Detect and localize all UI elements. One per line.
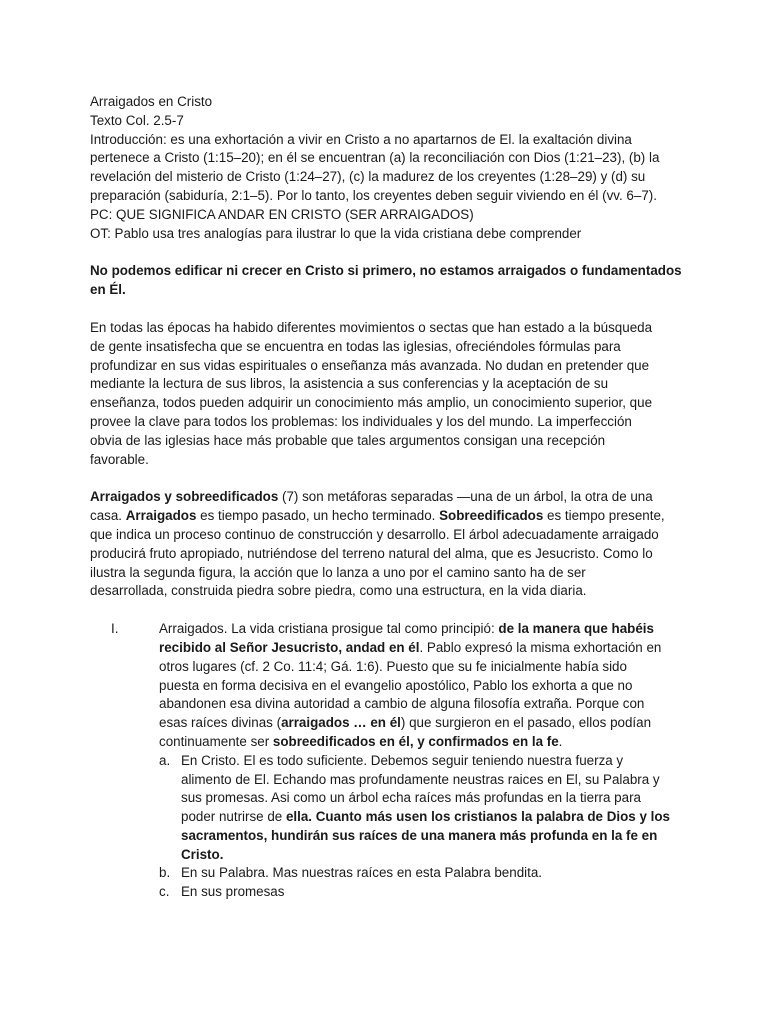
paragraph-line: ilustra la segunda figura, la acción que lo lanza a uno por el camino santo ha de ser xyxy=(90,564,586,580)
sub-letter: b. xyxy=(159,865,171,881)
sub-line: En sus promesas xyxy=(181,884,285,900)
section-line: otros lugares (cf. 2 Co. 11:4; Gá. 1:6). Puesto que su fe inicialmente había sido xyxy=(159,658,627,674)
section-numeral: I. xyxy=(111,621,119,637)
paragraph-metaphors: Arraigados y sobreedificados (7) son metáforas separadas —una de un árbol, la otra de una casa. Arraigados es tiempo pasado, un hecho terminado. Sobreedificados es tiempo presente, que indica un proceso continuo de construcción y desarrollo. El árbol adecuadamente arraigado producirá fruto apropiado, nutriéndose del terreno natural del alma, que es Jesucristo. Como lo ilustra la segunda figura, la acción que lo lanza a uno por el camino santo ha de ser desarrollada, construida piedra sobre piedra, como una estructura, en la vida diaria. xyxy=(90,488,680,601)
paragraph-line: provee la clave para todos los problemas: los individuales y los del mundo. La imperfección xyxy=(90,413,632,429)
sub-item-a: a. En Cristo. El es todo suficiente. Debemos seguir teniendo nuestra fuerza y alimento de El. Echando mas profundamente neustras raices en El, su Palabra y sus promesas. Asi como un árbol echa raíces más profundas en la tierra para poder nutrirse de ella. Cuanto más usen los cristianos la palabra de Dios y los sacramentos, hundirán sus raíces de una manera más profunda en la fe en Cristo. xyxy=(159,752,680,865)
scripture-reference: Texto Col. 2.5-7 xyxy=(90,112,184,128)
pc-line: PC: QUE SIGNIFICA ANDAR EN CRISTO (SER ARRAIGADOS) xyxy=(90,206,474,222)
sub-letter: a. xyxy=(159,752,171,768)
paragraph-line: profundizar en sus vidas espirituales o enseñanza más avanzada. No dudan en pretender que xyxy=(90,357,650,373)
paragraph-sects xyxy=(90,319,680,469)
paragraph-line: En todas las épocas ha habido diferentes movimientos o sectas que han estado a la búsqueda xyxy=(90,319,653,335)
section-line: puesta en forma decisiva en el evangelio apostólico, Pablo los exhorta a que no xyxy=(159,677,633,693)
sub-line: alimento de El. Echando mas profundamente neustras raices en El, su Palabra y xyxy=(181,771,660,787)
paragraph-line: de gente insatisfecha que se encuentra en todas las iglesias, ofreciéndoles fórmulas para xyxy=(90,338,621,354)
thesis-line: en Él. xyxy=(90,282,126,298)
document-page xyxy=(90,93,680,902)
thesis-line: No podemos edificar ni crecer en Cristo si primero, no estamos arraigados o fundamentados xyxy=(90,263,682,279)
paragraph-line: favorable. xyxy=(90,451,149,467)
paragraph-line: desarrollada, construida piedra sobre piedra, como una estructura, en la vida diaria. xyxy=(90,583,587,599)
intro-line: Introducción: es una exhortación a vivir en Cristo a no apartarnos de El. la exaltación divina xyxy=(90,131,632,147)
paragraph-line: mediante la lectura de sus libros, la asistencia a sus conferencias y la aceptación de su xyxy=(90,376,609,392)
intro-line: preparación (sabiduría, 2:1–5). Por lo tanto, los creyentes deben seguir viviendo en él (vv. 6–7). xyxy=(90,187,657,203)
sub-line: En su Palabra. Mas nuestras raíces en esta Palabra bendita. xyxy=(181,865,543,881)
paragraph-line: producirá fruto apropiado, nutriéndose del terreno natural del alma, que es Jesucristo. Como lo xyxy=(90,545,653,561)
sub-line: sus promesas. Asi como un árbol echa raíces más profundas en la tierra para xyxy=(181,790,641,806)
paragraph-line: enseñanza, todos pueden adquirir un conocimiento más amplio, un conocimiento superior, que xyxy=(90,395,653,411)
thesis-block xyxy=(90,262,680,300)
ot-line: OT: Pablo usa tres analogías para ilustrar lo que la vida cristiana debe comprender xyxy=(90,225,582,241)
intro-line: pertenece a Cristo (1:15–20); en él se encuentran (a) la reconciliación con Dios (1:21–23), (b) la xyxy=(90,150,660,166)
paragraph-line: que indica un proceso continuo de construcción y desarrollo. El árbol adecuadamente arraigado xyxy=(90,526,659,542)
paragraph-line: obvia de las iglesias hace más probable que tales argumentos consigan una recepción xyxy=(90,432,606,448)
sub-item-b xyxy=(159,864,680,883)
section-line: abandonen esa divina autoridad a cambio de alguna filosofía extraña. Porque con xyxy=(159,696,645,712)
sub-item-c xyxy=(159,883,680,902)
sub-line: En Cristo. El es todo suficiente. Debemos seguir teniendo nuestra fuerza y xyxy=(181,752,624,768)
section-one: I. Arraigados. La vida cristiana prosigue tal como principió: de la manera que habéis recibido al Señor Jesucristo, andad en él. Pablo expresó la misma exhortación en otros lugares (cf. 2 Co. 11:4; Gá. 1:6). Puesto que su fe inicialmente había sido puesta en forma decisiva en el evangelio apostólico, Pablo los exhorta a que no abandonen esa divina autoridad a cambio de alguna filosofía extraña. Porque con esas raíces divinas (arraigados … en él) que surgieron en el pasado, ellos podían continuamente ser sobreedificados en él, y confirmados en la fe. xyxy=(90,620,680,752)
document-title: Arraigados en Cristo xyxy=(90,94,213,109)
sub-letter: c. xyxy=(159,884,170,900)
intro-line: revelación del misterio de Cristo (1:24–27), (c) la madurez de los creyentes (1:28–29) y (d) su xyxy=(90,169,646,185)
